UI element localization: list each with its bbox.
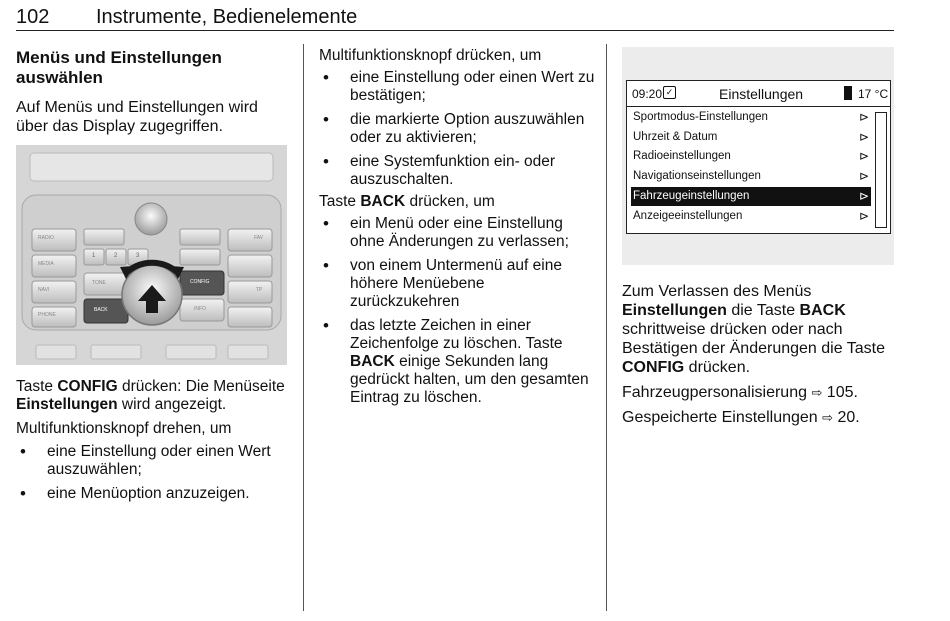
reference-link-gespeicherte[interactable] bbox=[622, 408, 898, 427]
list-item: • ein Menü oder eine Einstellung ohne Änderungen zu verlassen; bbox=[319, 215, 597, 251]
text-run: Zum Verlassen des Menüs bbox=[622, 283, 812, 300]
screen-temperature: 17 °C bbox=[858, 87, 889, 101]
text-run: drücken, um bbox=[405, 193, 495, 210]
text-run: das letzte Zeichen in einer Zeichenfolge zu löschen. Taste bbox=[350, 317, 563, 352]
menu-item-label: Fahrzeugeinstellungen bbox=[633, 190, 750, 202]
screen-title: Einstellungen bbox=[719, 86, 804, 102]
column-left-lower bbox=[16, 378, 294, 503]
settings-screen bbox=[626, 80, 891, 234]
control-panel-drawing bbox=[16, 145, 287, 365]
text-run: drücken. bbox=[684, 359, 751, 376]
column-middle bbox=[319, 47, 597, 407]
chevron-right-icon: ⊳ bbox=[858, 130, 869, 144]
menu-item-label: Sportmodus-Einstellungen bbox=[633, 111, 768, 123]
panel-label-navi: NAVI bbox=[38, 287, 50, 293]
panel-label-info: INFO bbox=[194, 306, 206, 312]
menu-item-fahrzeug[interactable] bbox=[631, 187, 871, 206]
config-paragraph bbox=[16, 378, 294, 414]
chevron-right-icon: ⊳ bbox=[858, 189, 869, 203]
keyword-einstellungen: Einstellungen bbox=[622, 302, 727, 319]
panel-label-phone: PHONE bbox=[38, 312, 56, 318]
leave-paragraph bbox=[622, 282, 898, 377]
page-number: 102 bbox=[16, 6, 50, 28]
page-title: Instrumente, Bedienelemente bbox=[96, 6, 358, 28]
thermometer-icon bbox=[844, 86, 852, 100]
text-run: die Taste bbox=[726, 302, 800, 319]
keyword-config: CONFIG bbox=[57, 378, 118, 395]
back-paragraph bbox=[319, 193, 597, 211]
screen-header bbox=[627, 81, 890, 107]
panel-label-3: 3 bbox=[136, 253, 140, 259]
menu-item-label: Anzeigeeinstellungen bbox=[633, 210, 743, 222]
menu-item-navigation[interactable] bbox=[631, 167, 871, 186]
menu-item-anzeige[interactable] bbox=[631, 207, 871, 226]
checkmark-icon: ✓ bbox=[663, 86, 676, 99]
menu-item-label: Uhrzeit & Datum bbox=[633, 131, 718, 143]
panel-label-tp: TP bbox=[256, 287, 263, 293]
menu-item-radio[interactable] bbox=[631, 147, 871, 166]
back-list bbox=[319, 215, 597, 407]
menu-item-label: Navigationseinstellungen bbox=[633, 170, 761, 182]
column-divider bbox=[606, 44, 607, 611]
page-header bbox=[16, 6, 894, 31]
list-item bbox=[319, 317, 597, 407]
reference-page: 20. bbox=[833, 409, 860, 426]
panel-label-fav: FAV bbox=[254, 235, 264, 241]
screen-time: 09:20 bbox=[632, 87, 663, 101]
list-item: • eine Systemfunktion ein- oder auszuschalten. bbox=[319, 153, 597, 189]
keyword-einstellungen: Einstellungen bbox=[16, 396, 118, 413]
list-item: • eine Einstellung oder einen Wert zu bestätigen; bbox=[319, 69, 597, 105]
keyword-back: BACK bbox=[350, 353, 395, 370]
press-knob-paragraph: Multifunktionsknopf drücken, um bbox=[319, 47, 542, 64]
panel-label-config: CONFIG bbox=[190, 279, 210, 285]
scrollbar[interactable] bbox=[875, 112, 887, 228]
panel-label-back: BACK bbox=[94, 307, 108, 313]
turn-knob-paragraph: Multifunktionsknopf drehen, um bbox=[16, 420, 232, 437]
keyword-back: BACK bbox=[360, 193, 406, 210]
column-divider bbox=[303, 44, 304, 611]
menu-item-uhrzeit[interactable] bbox=[631, 128, 871, 147]
panel-label-tone: TONE bbox=[92, 280, 106, 286]
reference-text: Fahrzeugpersonalisierung bbox=[622, 384, 812, 401]
text-run: einige Sekunden lang gedrückt halten, um den gesamten Eintrag zu löschen. bbox=[350, 353, 589, 406]
list-item: • eine Menüoption anzuzeigen. bbox=[16, 485, 294, 503]
turn-knob-list bbox=[16, 443, 294, 503]
control-panel-illustration bbox=[16, 145, 287, 365]
panel-label-2: 2 bbox=[114, 253, 118, 259]
menu-item-sportmodus[interactable] bbox=[631, 108, 871, 127]
reference-link-personalisierung[interactable] bbox=[622, 383, 898, 402]
text-run: drücken: Die Menüseite bbox=[117, 378, 285, 395]
press-knob-list bbox=[319, 69, 597, 189]
panel-label-1: 1 bbox=[92, 253, 96, 259]
reference-page: 105. bbox=[822, 384, 858, 401]
panel-label-radio: RADIO bbox=[38, 235, 54, 241]
list-item: • die markierte Option auszuwählen oder zu aktivieren; bbox=[319, 111, 597, 147]
text-run: Taste bbox=[16, 378, 58, 395]
keyword-config: CONFIG bbox=[622, 359, 685, 376]
page-reference-arrow-icon: ⇨ bbox=[811, 385, 823, 400]
menu-item-label: Radioeinstellungen bbox=[633, 150, 731, 162]
chevron-right-icon: ⊳ bbox=[858, 149, 869, 163]
text-run: schrittweise drücken oder nach Bestätigen der Änderungen die Taste bbox=[622, 321, 886, 357]
text-run: wird angezeigt. bbox=[117, 396, 227, 413]
chevron-right-icon: ⊳ bbox=[858, 169, 869, 183]
intro-paragraph: Auf Menüs und Einstellungen wird über das Display zugegriffen. bbox=[16, 99, 258, 135]
column-right bbox=[622, 282, 898, 427]
text-run: Taste bbox=[319, 193, 361, 210]
column-left bbox=[16, 48, 292, 136]
list-item: • eine Einstellung oder einen Wert auszuwählen; bbox=[16, 443, 294, 479]
panel-label-media: MEDIA bbox=[38, 261, 54, 267]
chevron-right-icon: ⊳ bbox=[858, 209, 869, 223]
page-reference-arrow-icon: ⇨ bbox=[822, 410, 834, 425]
list-item: • von einem Untermenü auf eine höhere Menüebene zurückzukehren bbox=[319, 257, 597, 311]
reference-text: Gespeicherte Einstellungen bbox=[622, 409, 823, 426]
keyword-back: BACK bbox=[799, 302, 846, 319]
chevron-right-icon: ⊳ bbox=[858, 110, 869, 124]
section-heading: Menüs und Einstellungen auswählen bbox=[16, 48, 222, 87]
